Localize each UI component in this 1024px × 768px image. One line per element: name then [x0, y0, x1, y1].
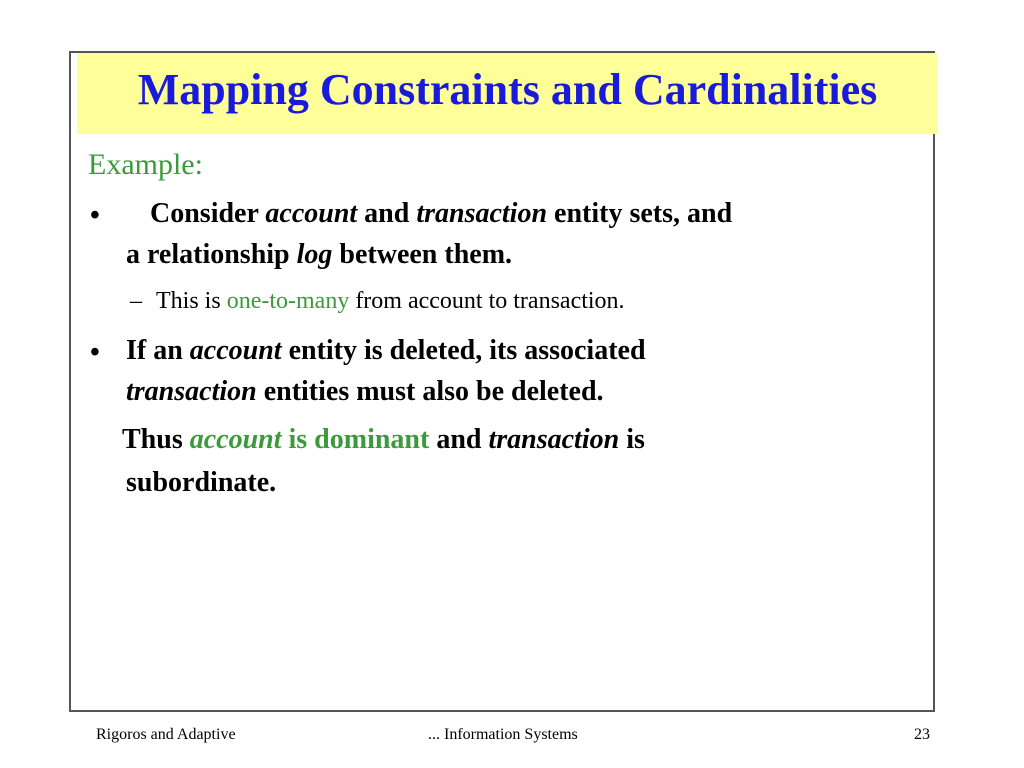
title-banner [77, 53, 938, 134]
text-this-is: This is [156, 288, 221, 314]
slide-title: Mapping Constraints and Cardinalities [137, 65, 878, 114]
text-is: is [626, 424, 645, 455]
bullet-1-marker: • [90, 200, 100, 231]
text-is-dominant: is dominant [288, 424, 430, 455]
sub-bullet-dash: – [130, 288, 142, 314]
footer-left: Rigoros and Adaptive [96, 726, 236, 743]
text-transaction: transaction [488, 424, 620, 455]
text-between-them: between them. [339, 239, 513, 270]
bullet-2-marker: • [90, 337, 100, 368]
text-if-an: If an [126, 335, 183, 366]
bullet-2-line-2 [126, 376, 604, 408]
text-account-dominant: account [189, 424, 282, 455]
bullet-1-line-1 [150, 198, 732, 230]
text-transaction: transaction [126, 376, 257, 407]
text-and: and [436, 424, 482, 455]
text-one-to-many: one-to-many [226, 288, 350, 314]
text-entity-deleted: entity is deleted, its associated [288, 335, 646, 366]
page-number: 23 [914, 726, 930, 743]
bullet-1-line-2 [126, 239, 512, 271]
text-account: account [265, 198, 358, 229]
text-consider: Consider [150, 198, 259, 229]
text-from-account: from account to transaction. [355, 288, 625, 314]
text-entity-sets: entity sets, and [554, 198, 733, 229]
sub-bullet-1 [130, 288, 625, 315]
bullet-2-line-1 [126, 335, 646, 367]
text-entities-deleted: entities must also be deleted. [263, 376, 604, 407]
text-a-relationship: a relationship [126, 239, 290, 270]
text-and: and [364, 198, 410, 229]
footer-center: ... Information Systems [428, 726, 578, 743]
thus-line-1 [122, 424, 645, 456]
text-log: log [296, 239, 333, 270]
thus-line-2: subordinate. [126, 467, 277, 498]
example-label: Example: [88, 148, 203, 181]
text-account: account [189, 335, 282, 366]
text-thus: Thus [122, 424, 183, 455]
text-transaction: transaction [416, 198, 548, 229]
